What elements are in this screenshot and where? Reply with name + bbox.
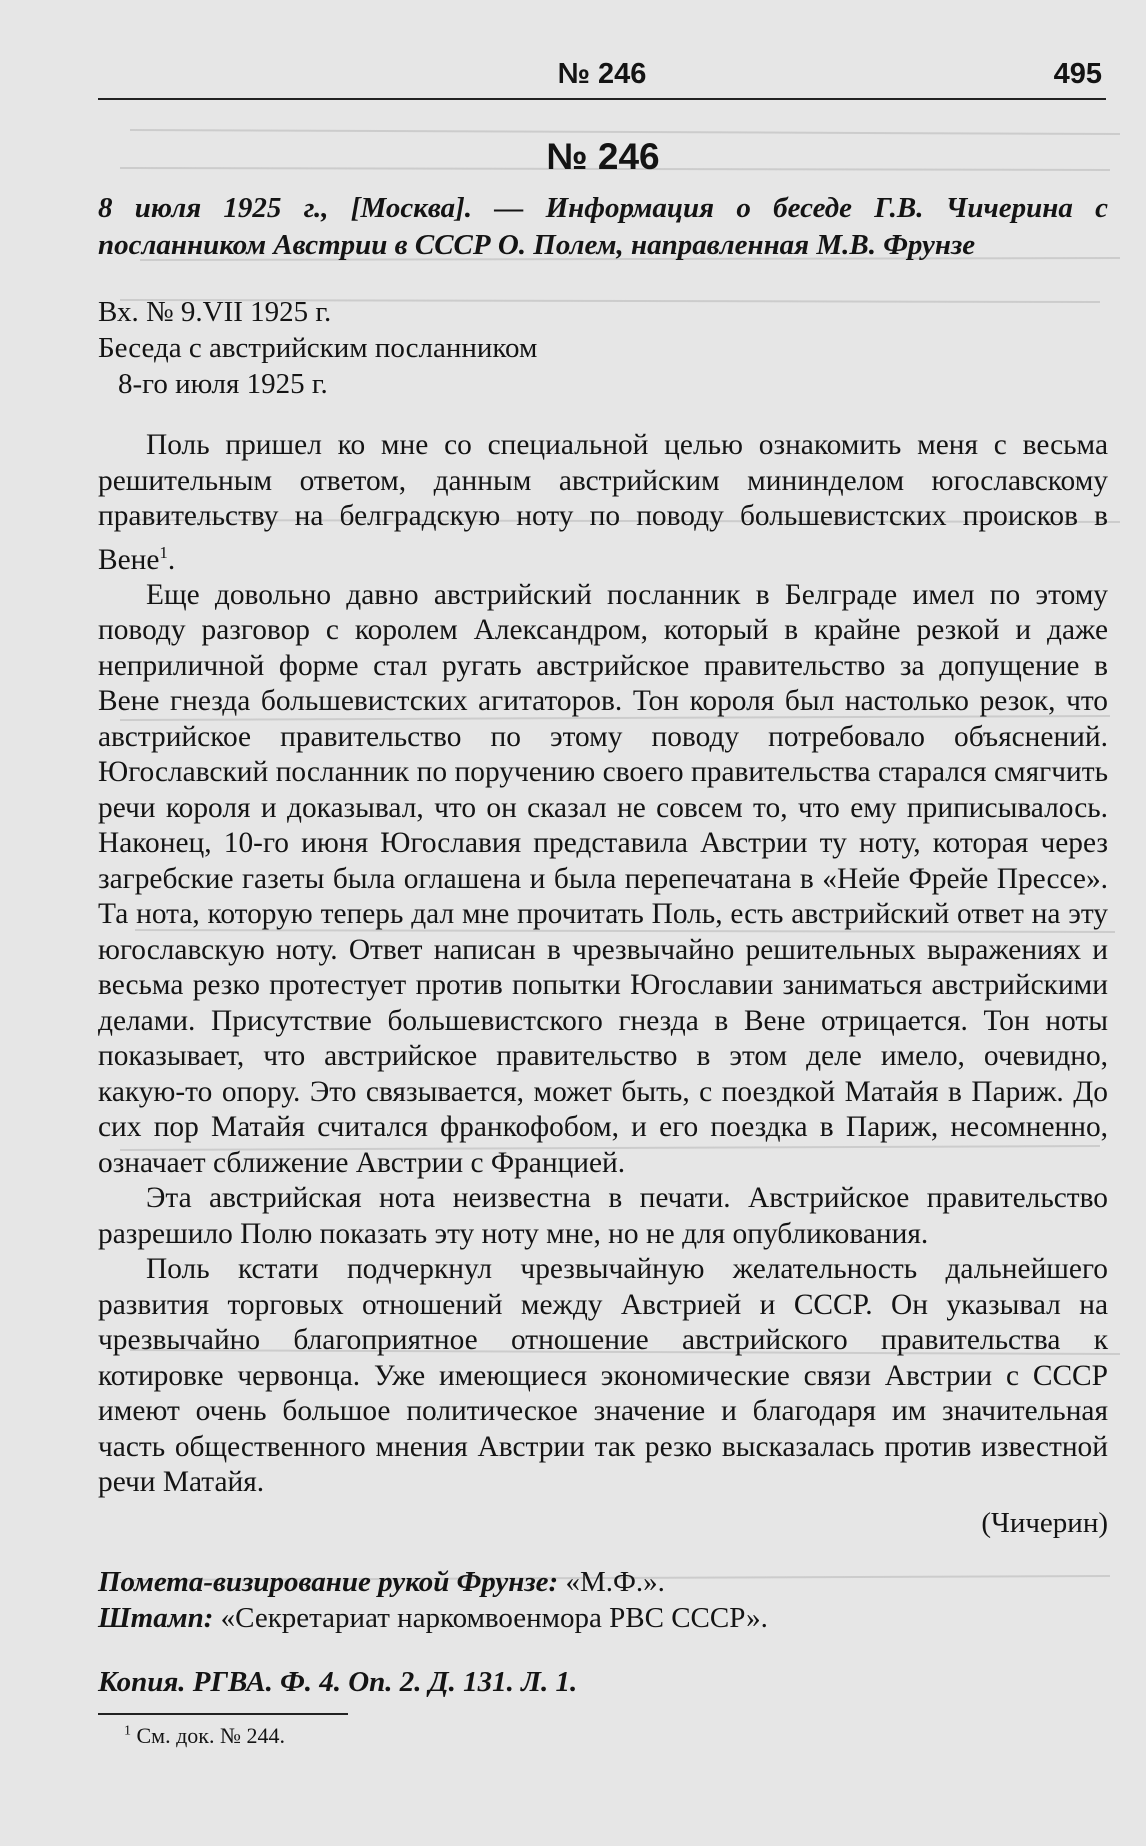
incoming-number: Вх. № 9.VII 1925 г. <box>98 296 332 328</box>
paragraph-1-text: Поль пришел ко мне со специальной целью ознакомить меня с весьма решительным ответом, данным австрийским мининделом югославскому правительству на белградскую ноту по поводу большевистских происков в Вене <box>98 429 1108 576</box>
note-stamp-label: Штамп: <box>98 1601 214 1634</box>
document-body <box>98 136 1108 1749</box>
note-visa <box>98 1564 1108 1600</box>
running-head <box>98 58 1106 100</box>
conversation-date: 8-го июля 1925 г. <box>118 368 328 400</box>
document-number: № 246 <box>546 136 660 177</box>
running-head-title: № 246 <box>557 58 647 90</box>
archive-reference: Копия. РГВА. Ф. 4. Оп. 2. Д. 131. Л. 1. <box>98 1665 578 1698</box>
incoming-meta <box>98 294 1108 402</box>
conversation-title: Беседа с австрийским посланником <box>98 332 538 364</box>
footnote-reference: 1 <box>159 542 168 562</box>
note-stamp-value: «Секретариат наркомвоенмора РВС СССР». <box>220 1601 768 1634</box>
document-heading: 8 июля 1925 г., [Москва]. — Информация о беседе Г.В. Чичерина с посланником Австрии в СССР О. Полем, направленная М.В. Фрунзе <box>98 192 1108 261</box>
footnote-divider <box>98 1713 348 1715</box>
page-number: 495 <box>1053 58 1102 90</box>
note-visa-label: Помета-визирование рукой Фрунзе: <box>98 1565 559 1598</box>
paragraph-2: Еще довольно давно австрийский посланник в Белграде имел по этому поводу разговор с королем Александром, который в крайне резкой и даже неприличной форме стал ругать австрийское правительство за допущение в Вене гнезда большевистских агитаторов. Тон короля был настолько резок, что австрийское правительство по этому поводу потребовало объяснений. Югославский посланник по поручению своего правительства старался смягчить речи короля и доказывал, что он сказал не совсем то, что ему приписывалось. Наконец, 10-го июня Югославия представила Австрии ту ноту, которая через загребские газеты была оглашена и была перепечатана в «Нейе Фрейе Прессе». Та нота, которую теперь дал мне прочитать Поль, есть австрийский ответ на эту югославскую ноту. Ответ написан в чрезвычайно решительных выражениях и весьма резко протестует против попытки Югославии заниматься австрийскими делами. Присутствие большевистского гнезда в Вене отрицается. Тон ноты показывает, что австрийское правительство в этом деле имело, очевидно, какую-то опору. Это связывается, может быть, с поездкой Матайя в Париж. До сих пор Матайя считался франкофобом, и его поездка в Париж, несомненно, означает сближение Австрии с Францией. <box>98 578 1108 1179</box>
note-stamp <box>98 1600 1108 1636</box>
note-visa-value: «М.Ф.». <box>565 1565 665 1598</box>
footnote-marker: 1 <box>124 1723 131 1739</box>
footnote-text: См. док. № 244. <box>136 1722 285 1748</box>
paragraph-1: Поль пришел ко мне со специальной целью ознакомить меня с весьма решительным ответом, данным австрийским мининделом югославскому правительству на белградскую ноту по поводу большевистских происков в Вене$^1$. <box>98 429 1108 576</box>
paragraph-3: Эта австрийская нота неизвестна в печати. Австрийское правительство разрешило Полю показать эту ноту мне, но не для опубликования. <box>98 1182 1108 1250</box>
paragraph-4: Поль кстати подчеркнул чрезвычайную желательность дальнейшего развития торговых отношений между Австрией и СССР. Он указывал на чрезвычайно благоприятное отношение австрийского правительства к котировке червонца. Уже имеющиеся экономические связи Австрии с СССР имеют очень большое политическое значение и благодаря им значительная часть общественного мнения Австрии так резко высказалась против известной речи Матайя. <box>98 1253 1108 1499</box>
signature: (Чичерин) <box>981 1506 1108 1539</box>
footnote <box>124 1723 1108 1749</box>
